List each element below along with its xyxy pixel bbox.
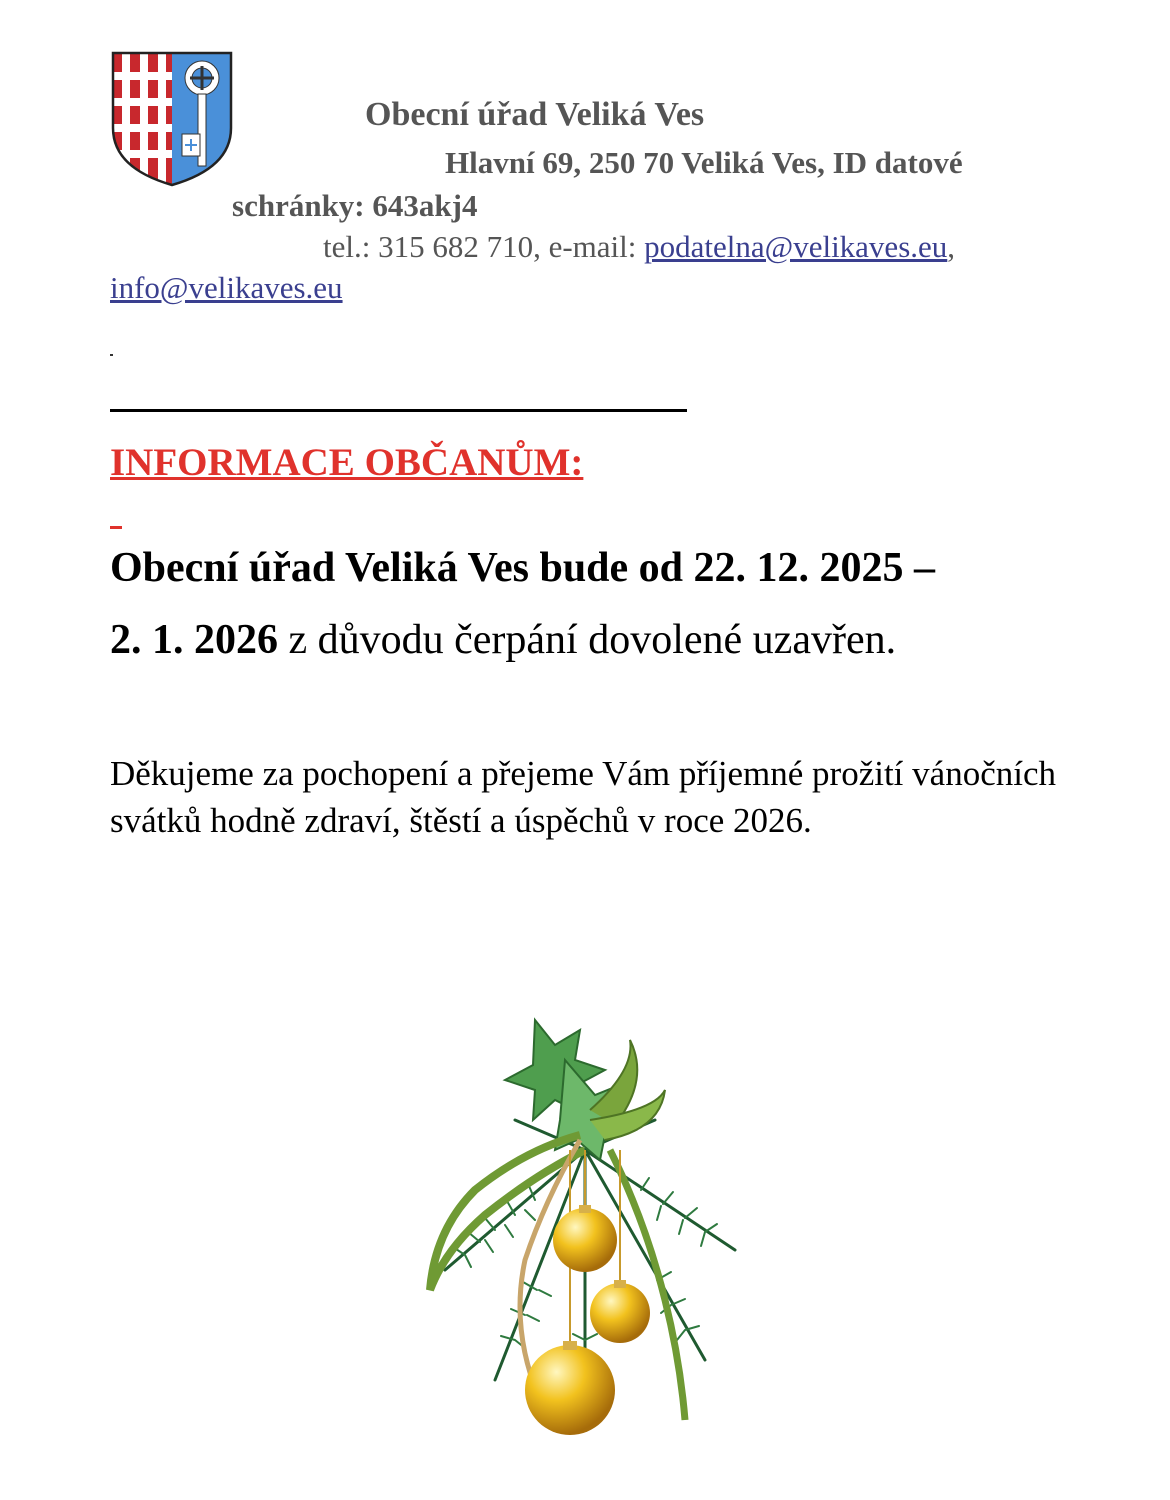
- notice-heading: INFORMACE OBČANŮM:: [110, 441, 584, 484]
- header-divider: [110, 409, 687, 412]
- phone-text: tel.: 315 682 710, e-mail:: [323, 229, 645, 264]
- closure-reason: z důvodu čerpání dovolené uzavřen.: [278, 617, 897, 663]
- separator-comma: ,: [947, 229, 956, 264]
- coat-of-arms-icon: [110, 50, 234, 188]
- closure-end-date: 2. 1. 2026: [110, 617, 278, 663]
- contact-line-2: [110, 270, 343, 306]
- christmas-decoration-icon: [405, 1000, 765, 1450]
- contact-line: [323, 229, 955, 265]
- office-address: Hlavní 69, 250 70 Veliká Ves, ID datové: [445, 145, 963, 180]
- closure-announcement-line2: [110, 616, 896, 664]
- red-dash-mark: [110, 526, 122, 529]
- stray-mark: [110, 354, 113, 356]
- databox-id: schránky: 643akj4: [232, 188, 478, 223]
- email-link-info[interactable]: info@velikaves.eu: [110, 270, 343, 305]
- closure-announcement-line1: Obecní úřad Veliká Ves bude od 22. 12. 2025 –: [110, 545, 936, 591]
- email-link-podatelna[interactable]: podatelna@velikaves.eu: [644, 229, 948, 264]
- holiday-wishes: Děkujeme za pochopení a přejeme Vám příjemné prožití vánočních svátků hodně zdraví, štěstí a úspěchů v roce 2026.: [110, 754, 1056, 840]
- office-name: Obecní úřad Veliká Ves: [365, 96, 705, 133]
